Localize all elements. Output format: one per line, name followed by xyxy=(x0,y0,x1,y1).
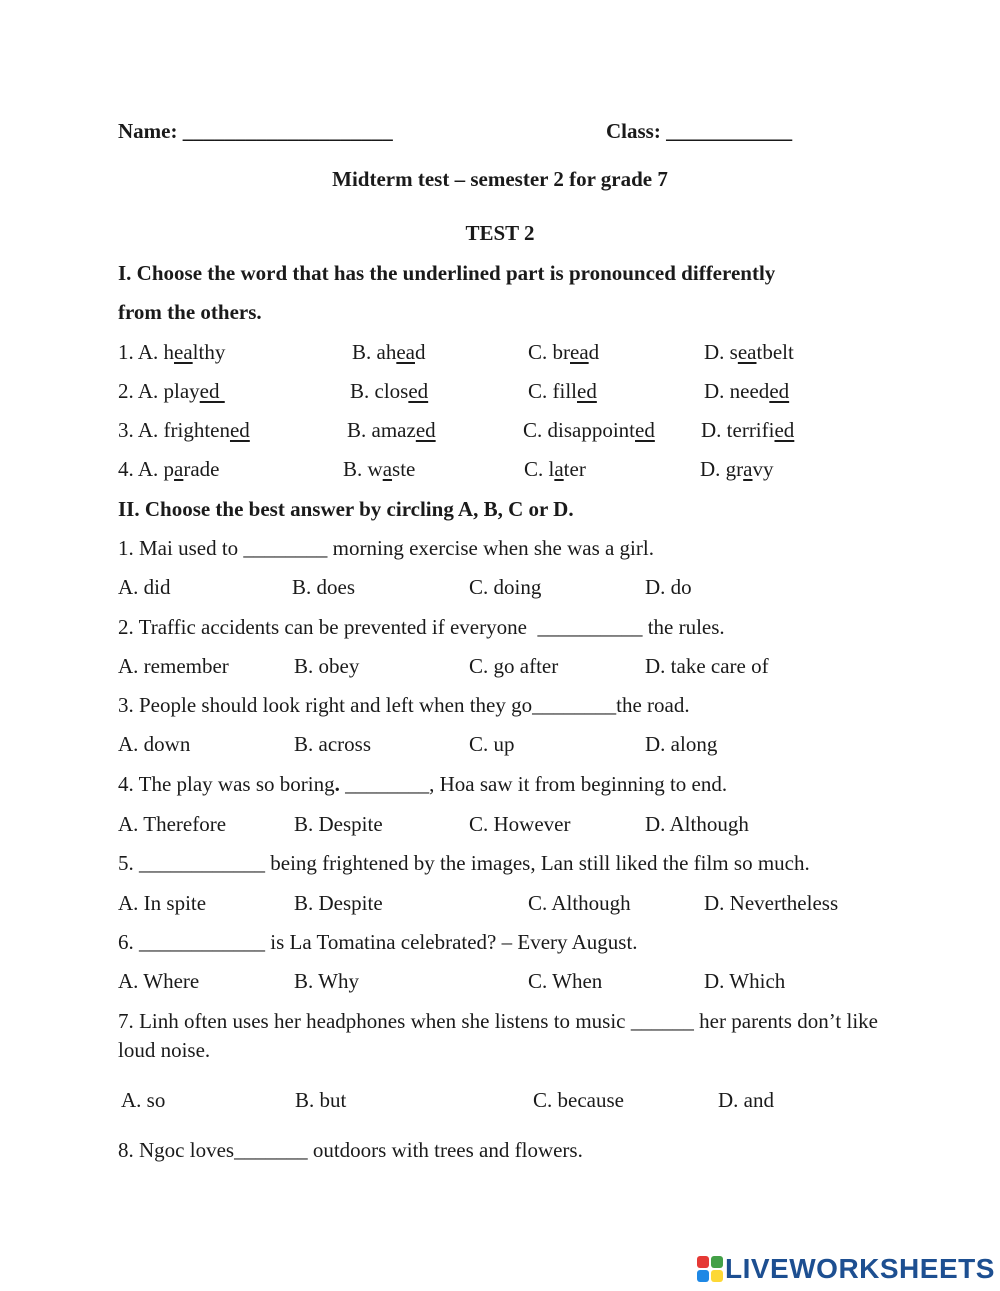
s2-q1-option-c: C. doing xyxy=(469,575,542,599)
s2-q3-option-c: C. up xyxy=(469,732,515,756)
s1-q4-option-c: C. later xyxy=(524,457,586,481)
s2-question-5: 5. ____________ being frightened by the images, Lan still liked the film so much. xyxy=(118,851,810,875)
s2-question-8: 8. Ngoc loves_______ outdoors with trees and flowers. xyxy=(118,1138,583,1162)
test-number: TEST 2 xyxy=(465,221,535,245)
s2-question-3: 3. People should look right and left when they go________the road. xyxy=(118,693,690,717)
s2-question-6: 6. ____________ is La Tomatina celebrated? – Every August. xyxy=(118,930,638,954)
s1-q4-option-a: 4. A. parade xyxy=(118,457,220,481)
liveworksheets-logo xyxy=(697,1253,995,1285)
s1-q1-option-d: D. seatbelt xyxy=(704,340,794,364)
s2-q1-option-b: B. does xyxy=(292,575,355,599)
s2-q7-option-c: C. because xyxy=(533,1088,624,1112)
s2-q1-option-d: D. do xyxy=(645,575,692,599)
s2-q4-option-b: B. Despite xyxy=(294,812,383,836)
s2-q4-option-d: D. Although xyxy=(645,812,749,836)
s2-q2-option-c: C. go after xyxy=(469,654,559,678)
s2-q6-option-a: A. Where xyxy=(118,969,200,993)
s2-q3-option-a: A. down xyxy=(118,732,191,756)
logo-square-green xyxy=(711,1256,723,1268)
s1-q1-option-a: 1. A. healthy xyxy=(118,340,226,364)
s1-q3-option-b: B. amazed xyxy=(347,418,436,442)
name-field: Name: ____________________ xyxy=(118,119,393,143)
s2-q7-option-d: D. and xyxy=(718,1088,774,1112)
page-title: Midterm test – semester 2 for grade 7 xyxy=(332,167,668,191)
s2-q5-option-d: D. Nevertheless xyxy=(704,891,839,915)
section2-heading: II. Choose the best answer by circling A, B, C or D. xyxy=(118,497,574,521)
s2-q7-option-b: B. but xyxy=(295,1088,347,1112)
logo-square-yellow xyxy=(711,1270,723,1282)
liveworksheets-logo-icon xyxy=(697,1256,723,1282)
s2-q6-option-d: D. Which xyxy=(704,969,786,993)
s2-q4-option-c: C. However xyxy=(469,812,571,836)
s1-q3-option-c: C. disappointed xyxy=(523,418,655,442)
logo-square-red xyxy=(697,1256,709,1268)
liveworksheets-brand-text: LIVEWORKSHEETS xyxy=(725,1253,995,1284)
s2-q6-option-c: C. When xyxy=(528,969,603,993)
s2-q4-option-a: A. Therefore xyxy=(118,812,227,836)
s2-q3-option-b: B. across xyxy=(294,732,371,756)
s1-q1-option-b: B. ahead xyxy=(352,340,426,364)
s1-q2-option-d: D. needed xyxy=(704,379,790,403)
s2-q3-option-d: D. along xyxy=(645,732,718,756)
s1-q2-option-a: 2. A. played xyxy=(118,379,225,403)
s2-question-1: 1. Mai used to ________ morning exercise when she was a girl. xyxy=(118,536,654,560)
s1-q4-option-b: B. waste xyxy=(343,457,416,481)
section1-heading-line2: from the others. xyxy=(118,300,262,324)
s2-q7-option-a: A. so xyxy=(121,1088,166,1112)
s2-q2-option-b: B. obey xyxy=(294,654,360,678)
s1-q2-option-c: C. filled xyxy=(528,379,597,403)
s2-question-4: 4. The play was so boring. ________, Hoa saw it from beginning to end. xyxy=(118,772,728,796)
s2-q5-option-c: C. Although xyxy=(528,891,631,915)
s1-q4-option-d: D. gravy xyxy=(700,457,774,481)
s1-q3-option-d: D. terrified xyxy=(701,418,795,442)
s2-question-7: 7. Linh often uses her headphones when she listens to music ______ her parents don’t like loud noise. xyxy=(118,1009,878,1062)
s1-q2-option-b: B. closed xyxy=(350,379,429,403)
s2-q2-option-a: A. remember xyxy=(118,654,229,678)
s2-question-2: 2. Traffic accidents can be prevented if everyone __________ the rules. xyxy=(118,615,725,639)
s1-q3-option-a: 3. A. frightened xyxy=(118,418,250,442)
s2-q1-option-a: A. did xyxy=(118,575,171,599)
section1-heading-line1: I. Choose the word that has the underlined part is pronounced differently xyxy=(118,261,776,285)
class-field: Class: ____________ xyxy=(606,119,793,143)
s2-q2-option-d: D. take care of xyxy=(645,654,769,678)
s2-q5-option-b: B. Despite xyxy=(294,891,383,915)
s2-q6-option-b: B. Why xyxy=(294,969,359,993)
logo-square-blue xyxy=(697,1270,709,1282)
s2-q5-option-a: A. In spite xyxy=(118,891,207,915)
s1-q1-option-c: C. bread xyxy=(528,340,600,364)
